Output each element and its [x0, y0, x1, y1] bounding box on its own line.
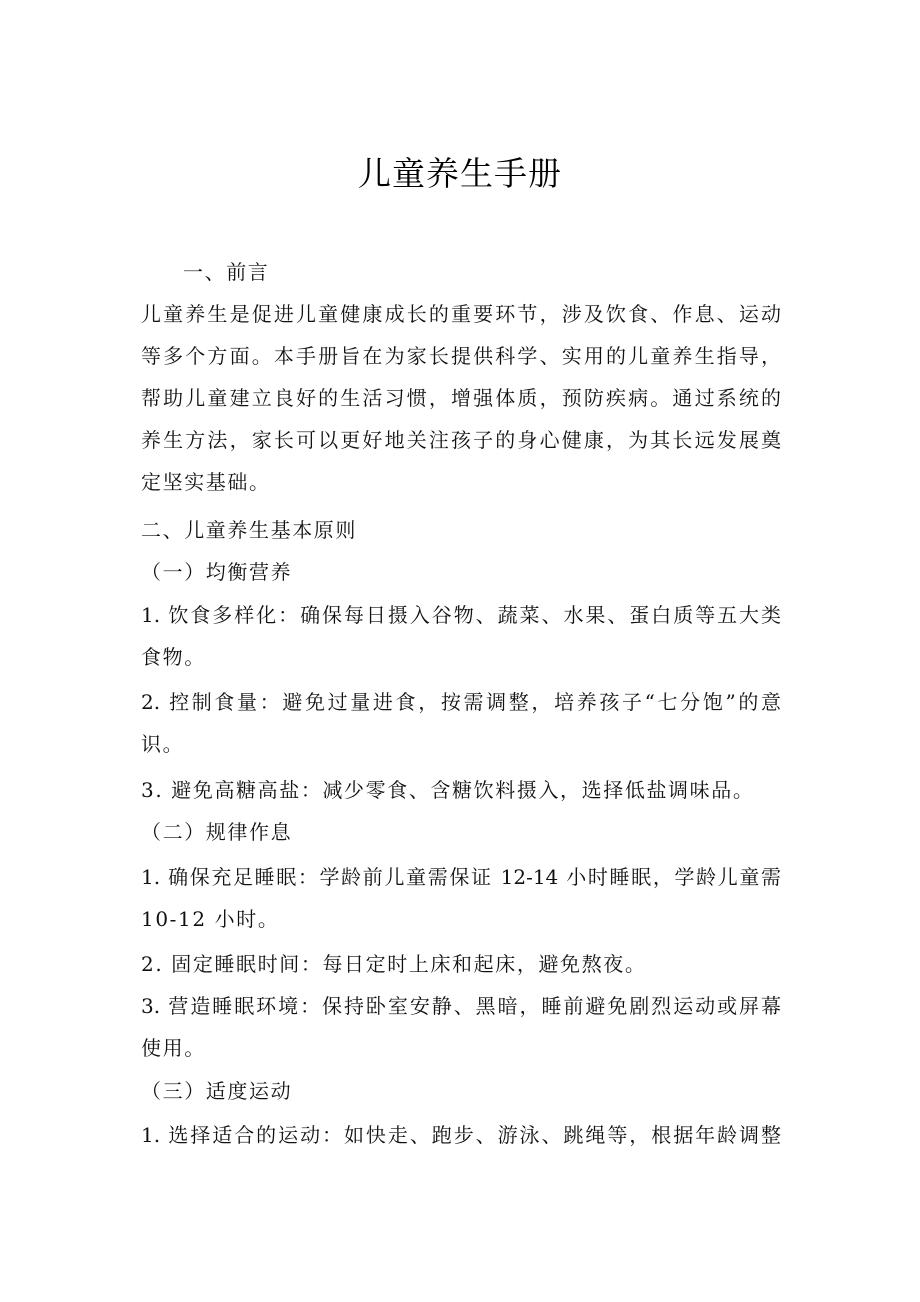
paragraph-line: 食物。 [141, 645, 206, 669]
paragraph-line: 识。 [141, 732, 185, 756]
paragraph-line: 1. 饮食多样化：确保每日摄入谷物、蔬菜、水果、蛋白质等五大类 [141, 603, 781, 627]
paragraph-line: 1. 选择适合的运动：如快走、跑步、游泳、跳绳等，根据年龄调整 [141, 1123, 781, 1147]
paragraph-line: 帮助儿童建立良好的生活习惯，增强体质，预防疾病。通过系统的 [141, 386, 781, 410]
paragraph-line: 10-12 小时。 [141, 907, 280, 931]
paragraph-line: （三）适度运动 [141, 1079, 293, 1103]
paragraph-line: 3. 营造睡眠环境：保持卧室安静、黑暗，睡前避免剧烈运动或屏幕 [141, 994, 781, 1018]
paragraph-line: （一）均衡营养 [141, 560, 293, 584]
paragraph-line: 等多个方面。本手册旨在为家长提供科学、实用的儿童养生指导， [141, 344, 781, 368]
paragraph-line: 2. 控制食量：避免过量进食，按需调整，培养孩子“七分饱”的意 [141, 690, 781, 714]
paragraph-line: 1. 确保充足睡眠：学龄前儿童需保证 12-14 小时睡眠，学龄儿童需 [141, 865, 781, 889]
paragraph-line: 2. 固定睡眠时间：每日定时上床和起床，避免熬夜。 [141, 952, 647, 976]
paragraph-line: 养生方法，家长可以更好地关注孩子的身心健康，为其长远发展奠 [141, 428, 781, 452]
paragraph-line: 二、儿童养生基本原则 [141, 518, 357, 542]
paragraph-line: 3. 避免高糖高盐：减少零食、含糖饮料摄入，选择低盐调味品。 [141, 778, 755, 802]
document-title: 儿童养生手册 [358, 154, 562, 193]
paragraph-line: 定坚实基础。 [141, 470, 271, 494]
paragraph-line: （二）规律作息 [141, 820, 293, 844]
paragraph-line: 一、前言 [183, 260, 270, 284]
paragraph-line: 儿童养生是促进儿童健康成长的重要环节，涉及饮食、作息、运动 [141, 302, 781, 326]
paragraph-line: 使用。 [141, 1036, 206, 1060]
